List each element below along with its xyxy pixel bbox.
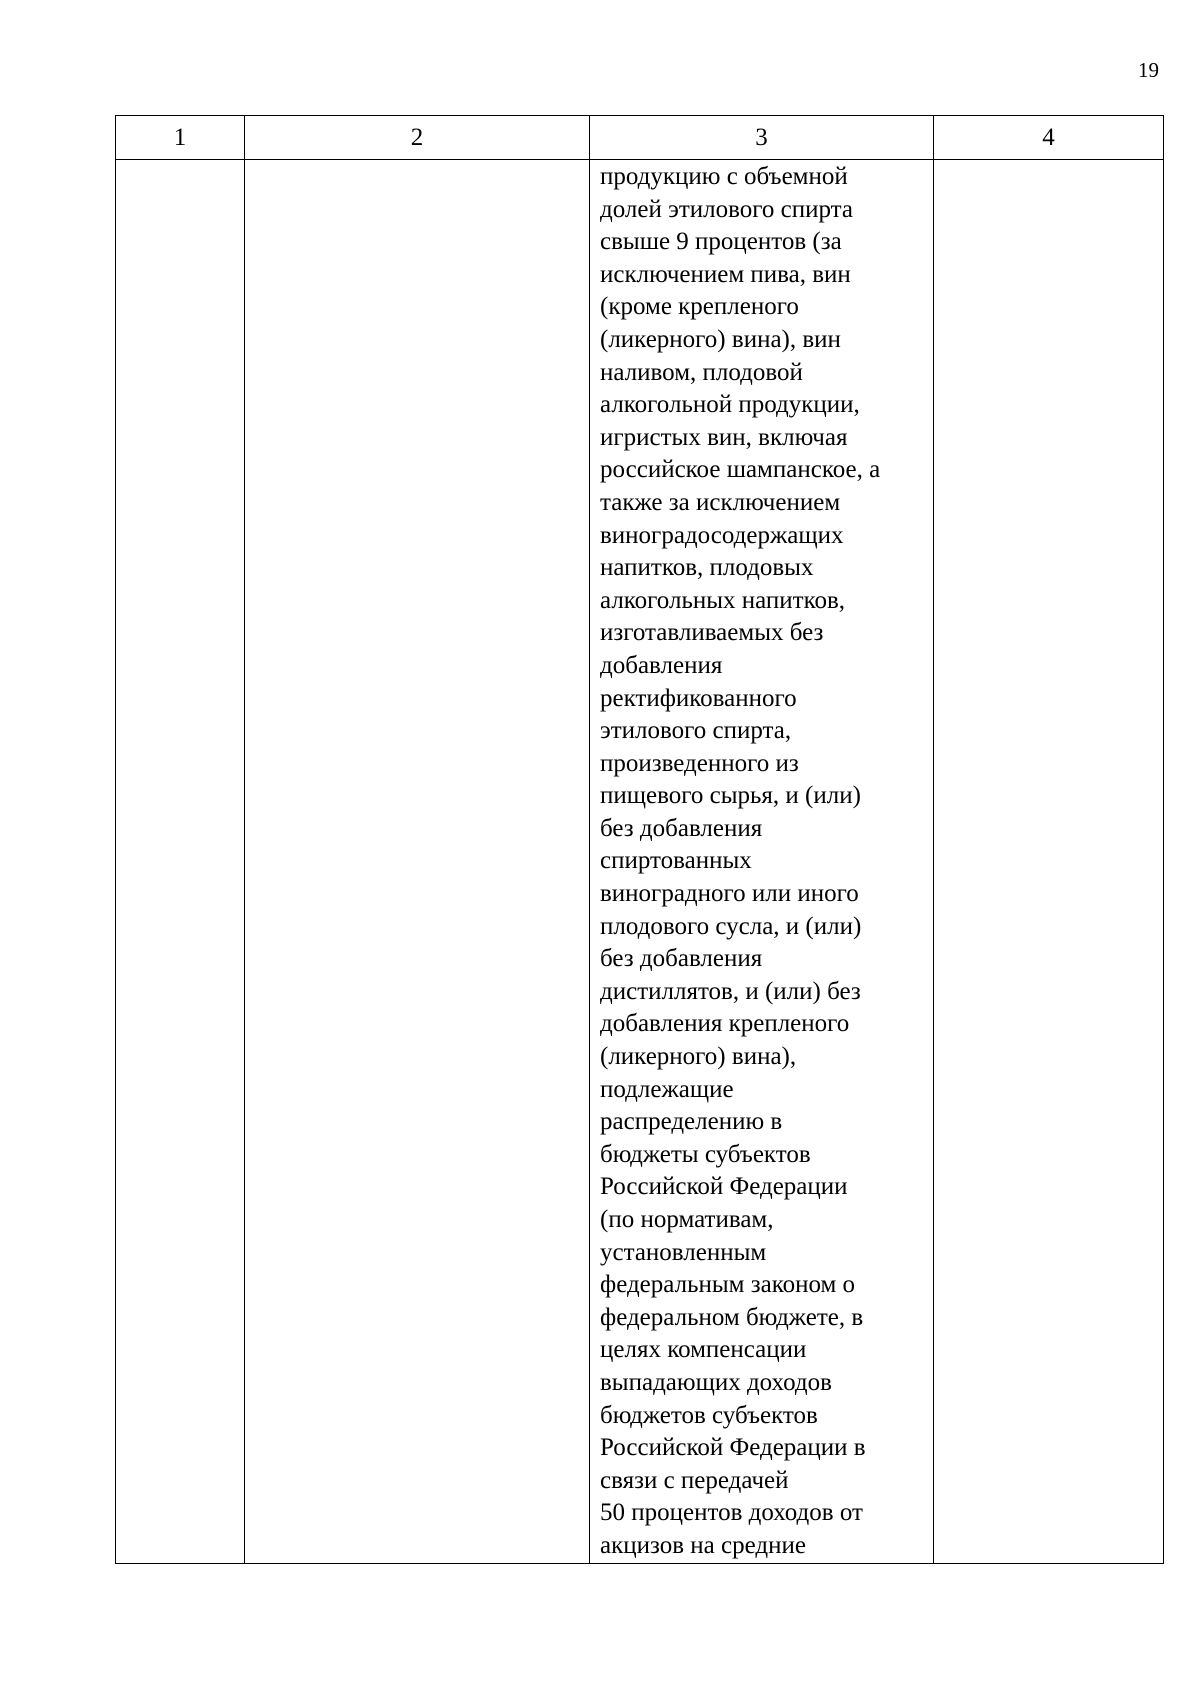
text-line: Российской Федерации [600, 1173, 848, 1201]
page-number: 19 [1138, 58, 1159, 82]
cell-text-block [590, 160, 933, 1563]
text-line: федеральном бюджете, в [600, 1303, 864, 1331]
table-cell-col4 [934, 160, 1164, 1564]
text-line: алкогольной продукции, [600, 391, 860, 419]
column-header-2: 2 [245, 116, 590, 160]
text-line: (кроме крепленого [600, 293, 799, 321]
text-line: подлежащие [600, 1075, 734, 1103]
text-line: бюджетов субъектов [600, 1401, 818, 1429]
text-line: связи с передачей [600, 1466, 789, 1494]
text-line: также за исключением [600, 488, 841, 516]
text-line: Российской Федерации в [600, 1434, 866, 1462]
text-line: ректификованного [600, 684, 797, 712]
table-cell-col3 [590, 160, 934, 1564]
text-line: алкогольных напитков, [600, 586, 846, 614]
text-line: игристых вин, включая [600, 423, 848, 451]
column-header-3: 3 [590, 116, 934, 160]
table-cell-col2 [245, 160, 590, 1564]
text-line: 50 процентов доходов от [600, 1499, 863, 1527]
table-row [116, 160, 1164, 1564]
text-line: российское шампанское, а [600, 456, 881, 484]
text-line: долей этилового спирта [600, 195, 853, 223]
text-line: установленным [600, 1238, 767, 1266]
text-line: наливом, плодовой [600, 358, 803, 386]
text-line: федеральным законом о [600, 1271, 856, 1299]
text-line: виноградного или иного [600, 880, 859, 908]
table-header-row [116, 116, 1164, 160]
text-line: произведенного из [600, 749, 799, 777]
text-line: бюджеты субъектов [600, 1140, 811, 1168]
text-line: (по нормативам, [600, 1206, 774, 1233]
text-line: без добавления [600, 814, 763, 842]
text-line: спиртованных [600, 847, 752, 875]
text-line: (ликерного) вина), вин [600, 325, 841, 353]
text-line: добавления крепленого [600, 1010, 850, 1038]
text-line: распределению в [600, 1108, 783, 1136]
text-line: (ликерного) вина), [600, 1043, 797, 1071]
text-line: этилового спирта, [600, 717, 792, 745]
text-line: напитков, плодовых [600, 554, 814, 582]
text-line: без добавления [600, 945, 763, 973]
document-table [115, 115, 1164, 1564]
text-line: свыше 9 процентов (за [600, 228, 842, 256]
text-line: изготавливаемых без [600, 619, 824, 647]
text-line: пищевого сырья, и (или) [600, 782, 861, 810]
text-line: дистиллятов, и (или) без [600, 977, 861, 1005]
text-line: целях компенсации [600, 1336, 807, 1364]
text-line: добавления [600, 651, 723, 679]
text-line: виноградосодержащих [600, 521, 844, 549]
text-line: продукцию с объемной [600, 163, 848, 190]
text-line: плодового сусла, и (или) [600, 912, 862, 940]
text-line: акцизов на средние [600, 1531, 806, 1559]
column-header-1: 1 [116, 116, 245, 160]
text-line: выпадающих доходов [600, 1368, 832, 1396]
table-cell-col1 [116, 160, 245, 1564]
text-line: исключением пива, вин [600, 260, 851, 288]
column-header-4: 4 [934, 116, 1164, 160]
